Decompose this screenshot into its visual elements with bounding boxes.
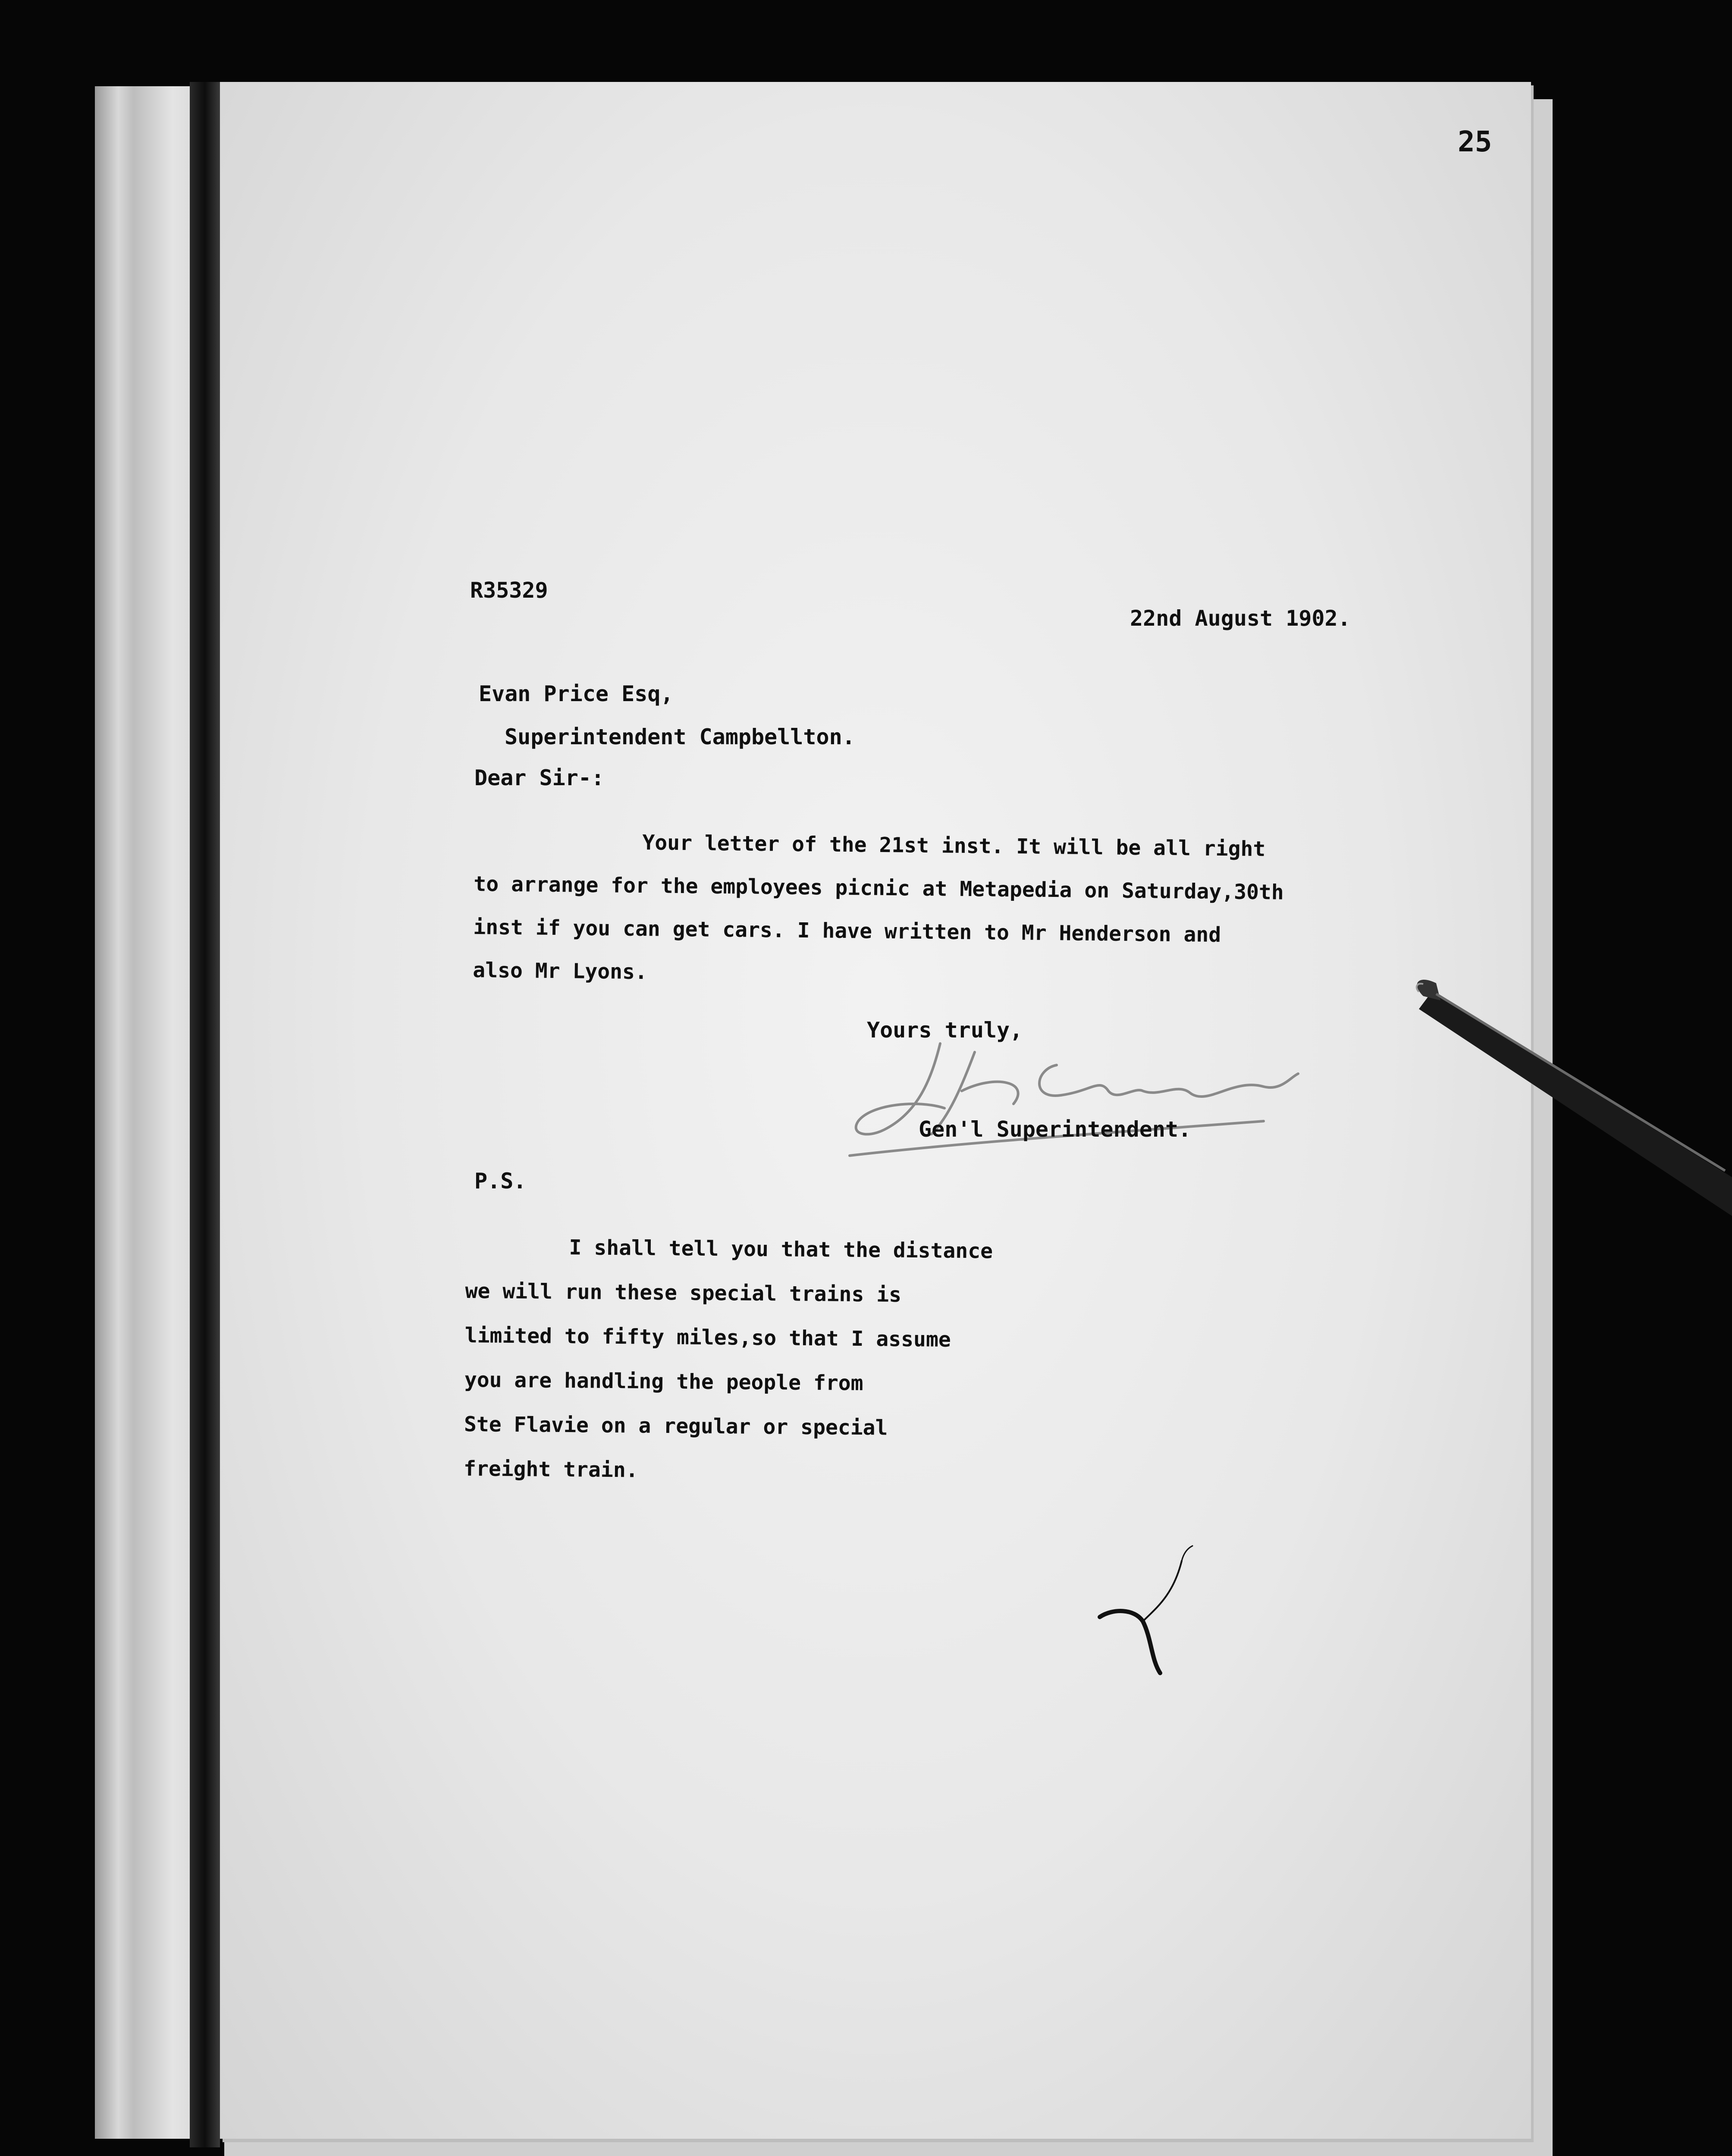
binder-spine (190, 82, 220, 2147)
ps-line: freight train. (463, 1456, 638, 1482)
page-number: 25 (1458, 125, 1492, 158)
body-line: also Mr Lyons. (473, 958, 648, 984)
handwritten-signature (832, 1026, 1307, 1164)
ps-line: I shall tell you that the distance (569, 1235, 993, 1263)
closing: Yours truly, (867, 1018, 1023, 1043)
pen-icon (1406, 975, 1732, 1250)
ps-line: we will run these special trains is (465, 1279, 902, 1307)
body-line: to arrange for the employees picnic at Metapedia on Saturday,30th (474, 871, 1284, 905)
recipient-name: Evan Price Esq, (479, 681, 674, 706)
handwritten-initial-mark (1095, 1544, 1199, 1686)
ps-line: Ste Flavie on a regular or special (464, 1412, 888, 1440)
recipient-title: Superintendent Campbellton. (505, 724, 855, 749)
ps-line: limited to fifty miles,so that I assume (464, 1323, 951, 1352)
letter-body (473, 819, 1284, 1000)
postscript-body (464, 1225, 993, 1496)
body-line: inst if you can get cars. I have written to Mr Henderson and (473, 915, 1221, 947)
salutation: Dear Sir-: (474, 765, 605, 790)
signature-title: Gen'l Superintendent. (919, 1117, 1192, 1142)
postscript-label: P.S. (474, 1169, 527, 1194)
ps-line: you are handling the people from (464, 1367, 863, 1396)
body-line: Your letter of the 21st inst. It will be all right (642, 830, 1266, 862)
file-reference: R35329 (470, 578, 548, 603)
letter-date: 22nd August 1902. (1130, 606, 1351, 631)
